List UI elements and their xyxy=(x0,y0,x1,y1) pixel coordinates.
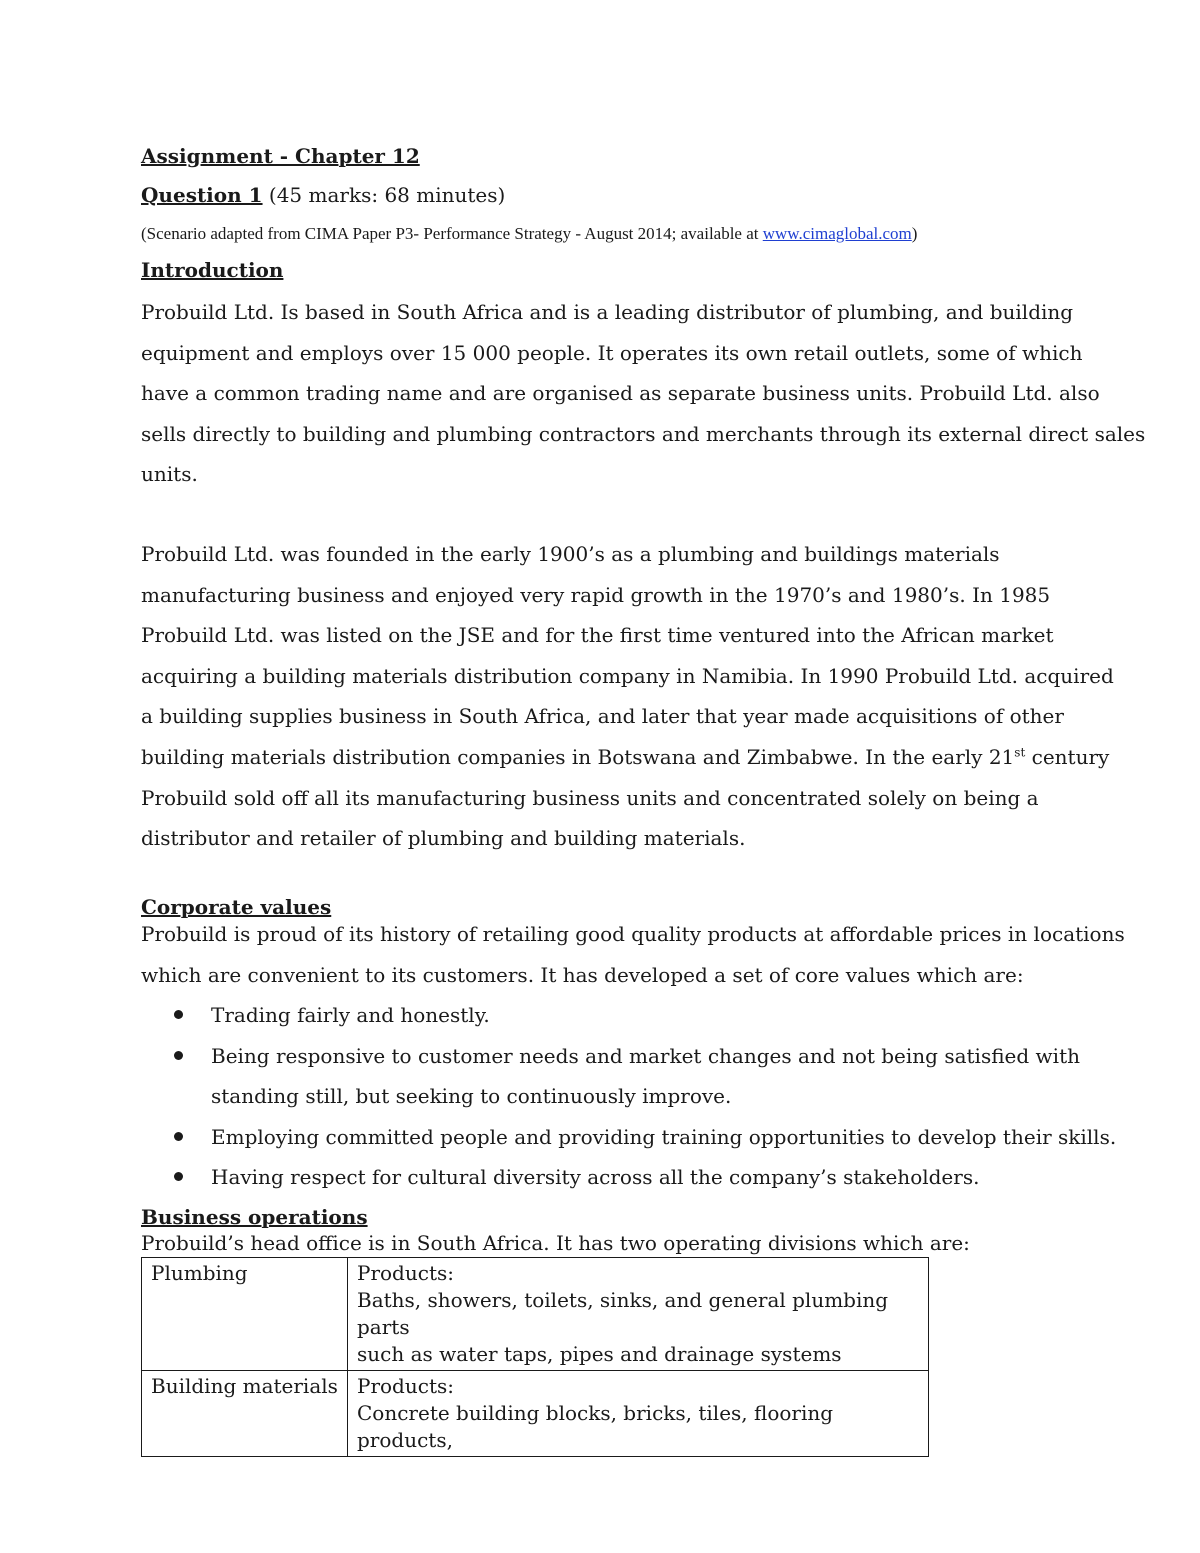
bullet-icon xyxy=(174,1172,183,1181)
document-title: Assignment - Chapter 12 xyxy=(141,144,420,168)
paragraph-line: Probuild Ltd. Is based in South Africa and is a leading distributor of plumbing, and building xyxy=(141,300,1074,324)
cell-line: Products: xyxy=(357,1374,454,1398)
line-text: century xyxy=(1025,744,1110,769)
paragraph-line: manufacturing business and enjoyed very rapid growth in the 1970’s and 1980’s. In 1985 xyxy=(141,582,1051,607)
bullet-icon xyxy=(174,1010,183,1019)
paragraph-line: Probuild Ltd. was founded in the early 1900’s as a plumbing and buildings materials xyxy=(141,542,1000,566)
paragraph-line: a building supplies business in South Africa, and later that year made acquisitions of other xyxy=(141,704,1064,729)
division-cell: Plumbing xyxy=(142,1258,348,1371)
list-item-text: Trading fairly and honestly. xyxy=(211,1003,490,1027)
table-row xyxy=(142,1258,929,1371)
paragraph-line: distributor and retailer of plumbing and building materials. xyxy=(141,826,746,851)
paragraph-line: Probuild sold off all its manufacturing business units and concentrated solely on being a xyxy=(141,785,1039,810)
list-item xyxy=(141,1157,1116,1198)
superscript: st xyxy=(1014,745,1026,760)
paragraph-line: sells directly to building and plumbing contractors and merchants through its external direct sales xyxy=(141,421,1146,446)
list-item-text: standing still, but seeking to continuously improve. xyxy=(211,1084,732,1109)
divisions-table xyxy=(141,1257,929,1457)
paragraph-line: Probuild Ltd. was listed on the JSE and for the first time ventured into the African market xyxy=(141,623,1054,648)
division-cell: Building materials xyxy=(142,1371,348,1457)
cell-line: Baths, showers, toilets, sinks, and general plumbing parts xyxy=(357,1288,889,1339)
bullet-icon xyxy=(174,1132,183,1141)
paragraph-line: equipment and employs over 15 000 people. It operates its own retail outlets, some of which xyxy=(141,340,1083,365)
products-cell xyxy=(348,1258,929,1371)
question-heading xyxy=(141,183,505,207)
cell-line: such as water taps, pipes and drainage systems xyxy=(357,1342,842,1366)
introduction-paragraph-1 xyxy=(141,292,1146,495)
list-item-text: Having respect for cultural diversity across all the company’s stakeholders. xyxy=(211,1165,980,1190)
corporate-values-paragraph xyxy=(141,914,1125,995)
introduction-heading: Introduction xyxy=(141,258,284,282)
paragraph-line: acquiring a building materials distribution company in Namibia. In 1990 Probuild Ltd. acquired xyxy=(141,663,1114,688)
paragraph-line: which are convenient to its customers. It has developed a set of core values which are: xyxy=(141,962,1024,987)
scenario-prefix: (Scenario adapted from CIMA Paper P3- Performance Strategy - August 2014; available at xyxy=(141,224,763,243)
paragraph-line: have a common trading name and are organised as separate business units. Probuild Ltd. also xyxy=(141,381,1100,406)
list-item xyxy=(141,1117,1116,1158)
products-cell xyxy=(348,1371,929,1457)
question-label: Question 1 xyxy=(141,183,263,207)
line-text: building materials distribution companies in Botswana and Zimbabwe. In the early 21 xyxy=(141,744,1015,769)
corporate-values-heading: Corporate values xyxy=(141,895,332,919)
list-item xyxy=(141,995,1116,1036)
list-item-text: Employing committed people and providing training opportunities to develop their skills. xyxy=(211,1124,1117,1149)
paragraph-line: units. xyxy=(141,462,198,487)
paragraph-line xyxy=(141,737,1110,778)
question-detail: (45 marks: 68 minutes) xyxy=(262,183,506,207)
introduction-paragraph-2 xyxy=(141,534,1114,859)
core-values-list xyxy=(141,995,1116,1198)
cimaglobal-link[interactable]: www.cimaglobal.com xyxy=(762,224,912,243)
cell-line: Concrete building blocks, bricks, tiles, flooring products, xyxy=(357,1401,834,1452)
table-row xyxy=(142,1371,929,1457)
business-operations-paragraph: Probuild’s head office is in South Africa. It has two operating divisions which are: xyxy=(141,1231,970,1255)
paragraph-line: Probuild is proud of its history of retailing good quality products at affordable prices in locations xyxy=(141,922,1125,946)
bullet-icon xyxy=(174,1051,183,1060)
list-item xyxy=(141,1036,1116,1117)
cell-line: Products: xyxy=(357,1261,454,1285)
list-item-text: Being responsive to customer needs and market changes and not being satisfied with xyxy=(211,1043,1080,1068)
scenario-suffix: ) xyxy=(911,224,918,243)
scenario-note xyxy=(141,224,917,244)
business-operations-heading: Business operations xyxy=(141,1205,368,1229)
